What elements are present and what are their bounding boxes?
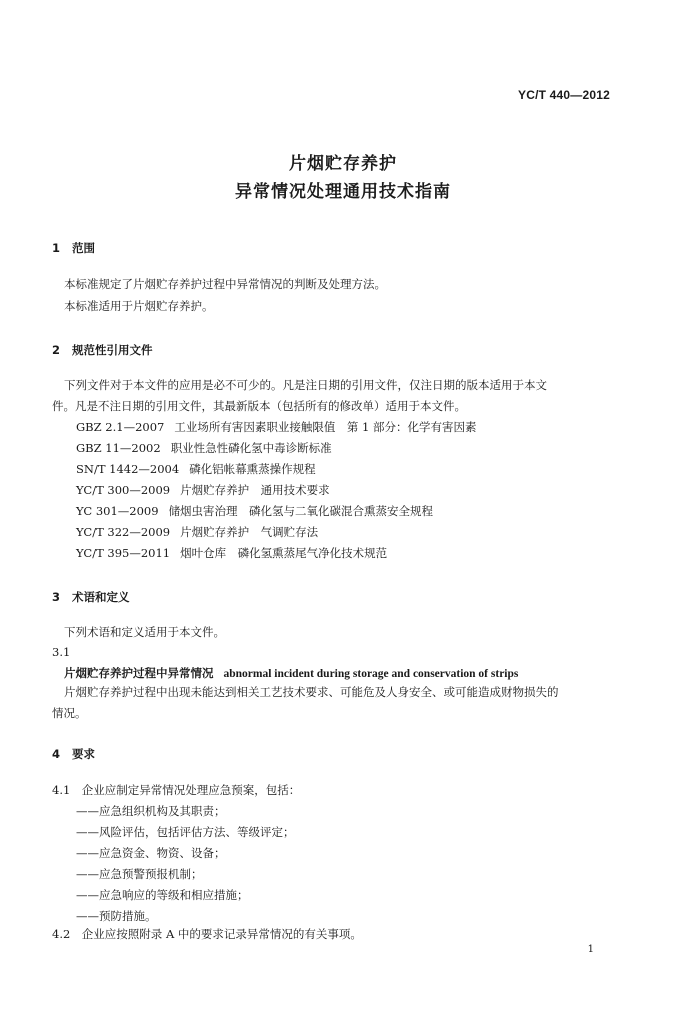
reference-title: 职业性急性磷化氢中毒诊断标准 (170, 441, 332, 455)
section-number: 1 (52, 241, 61, 255)
list-item: ——风险评估，包括评估方法、等级评定； (76, 825, 295, 839)
reference-title: 片烟贮存养护 气调贮存法 (180, 525, 319, 539)
document-title-line1: 片烟贮存养护 (289, 154, 397, 174)
clause-4-2: 4.2 企业应按照附录 A 中的要求记录异常情况的有关事项。 (52, 927, 362, 941)
term-definition-continuation: 情况。 (52, 706, 87, 720)
reference-title: 磷化铝帐幕熏蒸操作规程 (189, 462, 316, 476)
section-2-heading (52, 342, 153, 358)
clause-number: 3.1 (52, 645, 71, 659)
reference-code: SN/T 1442—2004 (76, 462, 180, 476)
list-item: ——应急预警预报机制； (76, 867, 203, 881)
section-title: 范围 (72, 241, 95, 255)
list-item: ——应急响应的等级和相应措施； (76, 888, 249, 902)
list-item: ——预防措施。 (76, 909, 157, 923)
reference-title: 片烟贮存养护 通用技术要求 (180, 483, 330, 497)
paragraph: 本标准适用于片烟贮存养护。 (64, 299, 214, 313)
paragraph: 本标准规定了片烟贮存养护过程中异常情况的判断及处理方法。 (64, 277, 386, 291)
reference-title: 储烟虫害治理 磷化氢与二氧化碳混合熏蒸安全规程 (168, 504, 434, 518)
reference-item (76, 422, 476, 434)
section-1-heading (52, 240, 95, 256)
reference-title: 烟叶仓库 磷化氢熏蒸尾气净化技术规范 (180, 546, 388, 560)
clause-4-1: 4.1 企业应制定异常情况处理应急预案，包括： (52, 783, 301, 797)
section-4-heading (52, 746, 95, 762)
reference-item (76, 464, 316, 476)
page-number: 1 (587, 944, 594, 955)
paragraph-continuation: 件。凡是不注日期的引用文件，其最新版本（包括所有的修改单）适用于本文件。 (52, 399, 466, 413)
reference-code: GBZ 2.1—2007 (76, 420, 165, 434)
reference-item (76, 506, 433, 518)
reference-code: YC/T 322—2009 (76, 525, 171, 539)
reference-code: YC/T 300—2009 (76, 483, 171, 497)
list-item: ——应急组织机构及其职责； (76, 804, 226, 818)
section-3-heading (52, 589, 130, 605)
section-number: 2 (52, 343, 61, 357)
term-chinese: 片烟贮存养护过程中异常情况 (64, 666, 214, 680)
section-title: 规范性引用文件 (72, 343, 153, 357)
section-number: 4 (52, 747, 61, 761)
section-title: 术语和定义 (72, 590, 130, 604)
section-title: 要求 (72, 747, 95, 761)
list-item: ——应急资金、物资、设备； (76, 846, 226, 860)
reference-title: 工业场所有害因素职业接触限值 第 1 部分：化学有害因素 (174, 420, 477, 434)
paragraph: 下列文件对于本文件的应用是必不可少的。凡是注日期的引用文件，仅注日期的版本适用于本文 (64, 378, 547, 392)
reference-item (76, 527, 318, 539)
paragraph: 下列术语和定义适用于本文件。 (64, 625, 225, 639)
reference-item (76, 548, 387, 560)
term-definition: 片烟贮存养护过程中出现未能达到相关工艺技术要求、可能危及人身安全、或可能造成财物损失的 (64, 685, 559, 699)
reference-item (76, 443, 332, 455)
reference-code: GBZ 11—2002 (76, 441, 161, 455)
section-number: 3 (52, 590, 61, 604)
standard-code: YC/T 440—2012 (518, 88, 610, 102)
reference-code: YC/T 395—2011 (76, 546, 171, 560)
term-english: abnormal incident during storage and conservation of strips (223, 668, 519, 680)
reference-item (76, 485, 330, 497)
term-heading (64, 665, 518, 681)
reference-code: YC 301—2009 (76, 504, 159, 518)
document-title-line2: 异常情况处理通用技术指南 (235, 182, 451, 202)
